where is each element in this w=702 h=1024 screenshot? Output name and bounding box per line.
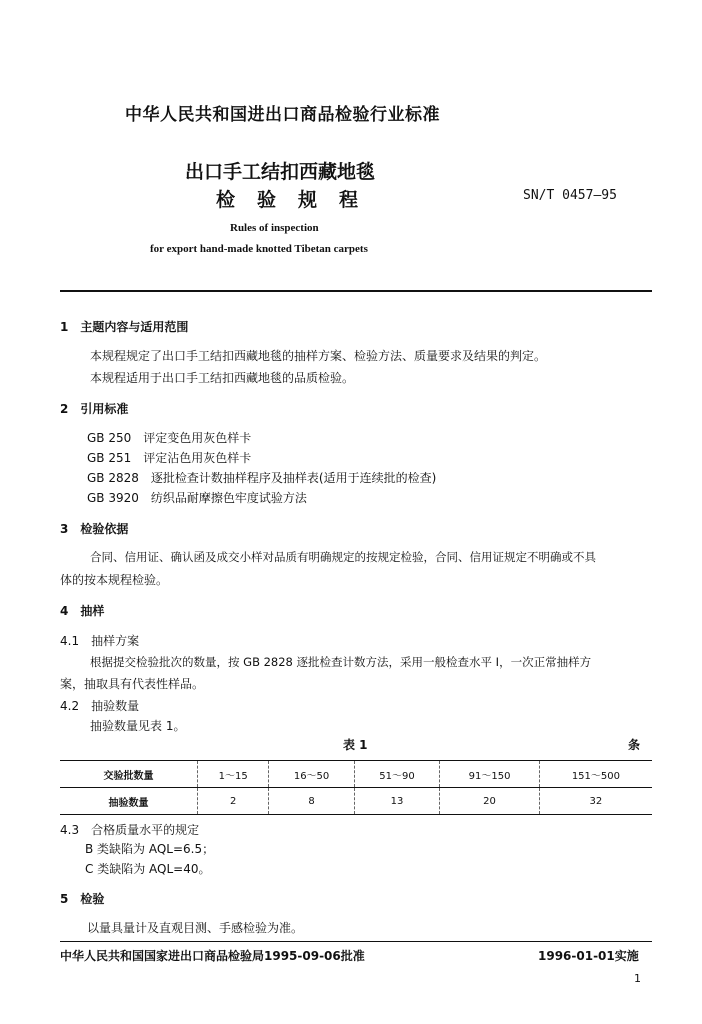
table-unit: 条 (628, 738, 641, 752)
section-1-para-1: 本规程规定了出口手工结扣西藏地毯的抽样方案、检验方法、质量要求及结果的判定。 (90, 349, 547, 363)
table-cell: 151～500 (539, 761, 652, 788)
aql-class-b: B 类缺陷为 AQL=6.5； (85, 842, 215, 856)
table-row (60, 761, 652, 788)
implementation-date: 1996-01-01实施 (538, 949, 639, 963)
section-5-para: 以量具量计及直观目测、手感检验为准。 (87, 921, 304, 935)
header-rule (60, 290, 652, 292)
table-cell: 8 (269, 788, 354, 815)
table-caption: 表 1 (343, 738, 368, 752)
standard-number: SN/T 0457—95 (523, 188, 617, 203)
table-cell: 20 (440, 788, 540, 815)
ref-gb251: GB 251 评定沾色用灰色样卡 (87, 451, 252, 465)
section-4-1-para-1: 根据提交检验批次的数量，按 GB 2828 逐批检查计数方法，采用一般检查水平 I，一次正常抽样方 (90, 655, 592, 669)
section-2-heading: 2 引用标准 (60, 402, 129, 416)
section-3-para-2: 体的按本规程检验。 (60, 573, 169, 587)
table-cell: 13 (354, 788, 439, 815)
section-4-2-para: 抽验数量见表 1。 (90, 719, 186, 733)
approval-line: 中华人民共和国国家进出口商品检验局1995-09-06批准 (60, 949, 365, 963)
section-4-1-heading: 4.1 抽样方案 (60, 634, 140, 648)
title-en-line1: Rules of inspection (230, 222, 319, 234)
ref-gb3920: GB 3920 纺织品耐摩擦色牢度试验方法 (87, 491, 307, 505)
table-cell: 交验批数量 (60, 761, 198, 788)
ref-gb2828: GB 2828 逐批检查计数抽样程序及抽样表(适用于连续批的检查) (87, 471, 437, 485)
section-4-1-para-2: 案，抽取具有代表性样品。 (60, 677, 205, 691)
table-cell: 32 (539, 788, 652, 815)
section-4-2-heading: 4.2 抽验数量 (60, 699, 140, 713)
section-3-heading: 3 检验依据 (60, 522, 129, 536)
title-en-line2: for export hand-made knotted Tibetan carpets (150, 243, 368, 255)
ref-gb250: GB 250 评定变色用灰色样卡 (87, 431, 252, 445)
table-cell: 1～15 (198, 761, 269, 788)
issuing-org: 中华人民共和国进出口商品检验行业标准 (125, 105, 440, 125)
table-cell: 2 (198, 788, 269, 815)
table-row (60, 788, 652, 815)
table-cell: 抽验数量 (60, 788, 198, 815)
table-cell: 51～90 (354, 761, 439, 788)
page-number: 1 (634, 972, 641, 985)
section-4-3-heading: 4.3 合格质量水平的规定 (60, 823, 200, 837)
sampling-table (60, 760, 652, 815)
title-cn-line2: 检验规程 (216, 189, 381, 211)
title-cn-line1: 出口手工结扣西藏地毯 (185, 161, 376, 183)
footer-rule (60, 941, 652, 942)
section-4-heading: 4 抽样 (60, 604, 105, 618)
aql-class-c: C 类缺陷为 AQL=40。 (85, 862, 211, 876)
section-1-heading: 1 主题内容与适用范围 (60, 320, 189, 334)
table-cell: 16～50 (269, 761, 354, 788)
section-3-para-1: 合同、信用证、确认函及成交小样对品质有明确规定的按规定检验，合同、信用证规定不明确或不具 (90, 550, 596, 564)
section-1-para-2: 本规程适用于出口手工结扣西藏地毯的品质检验。 (90, 371, 355, 385)
table-cell: 91～150 (440, 761, 540, 788)
section-5-heading: 5 检验 (60, 892, 105, 906)
